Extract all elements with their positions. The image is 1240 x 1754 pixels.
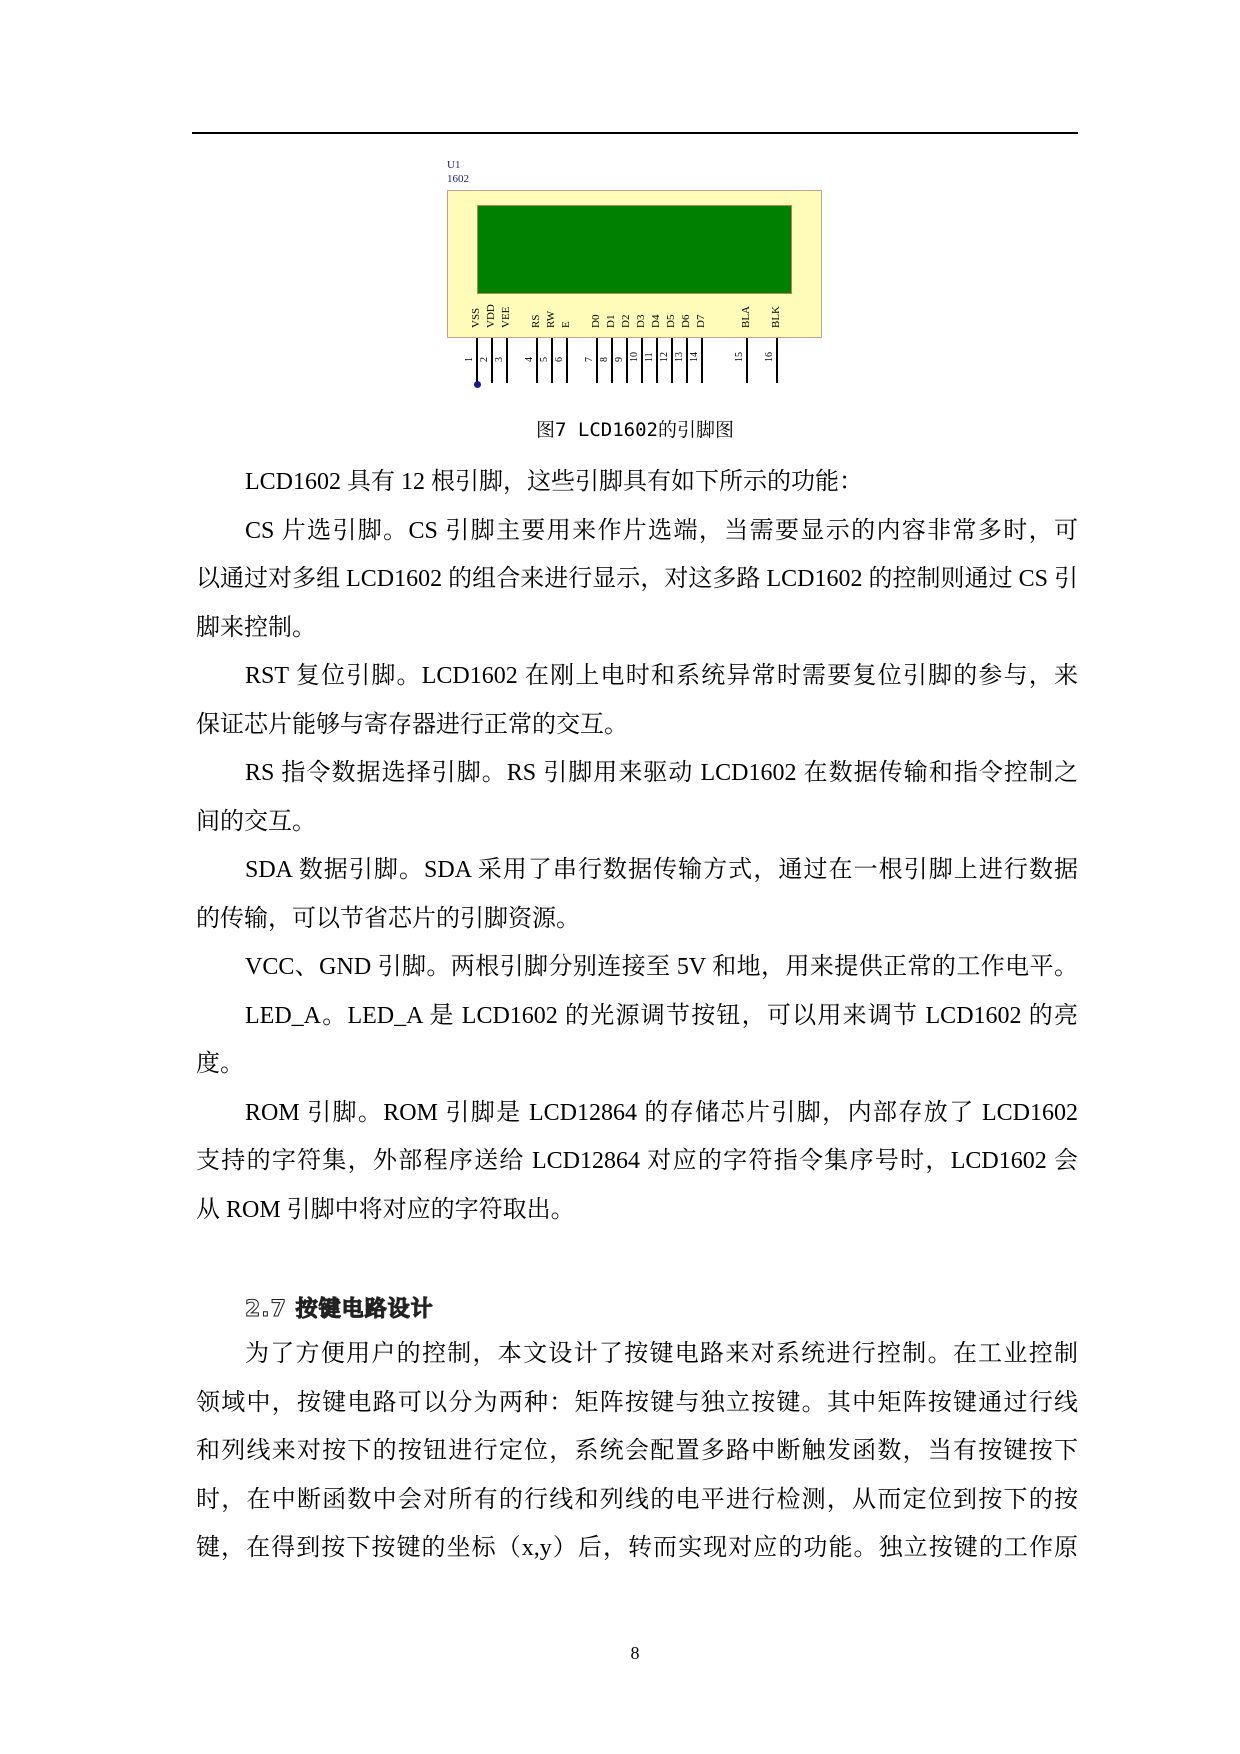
text-line: 脚来控制。: [196, 614, 316, 641]
pin-number: 11: [644, 352, 655, 362]
pin-name-label: D2: [620, 314, 632, 328]
pin-number: 8: [599, 357, 610, 362]
pin-line: [701, 338, 703, 383]
pin-name-label: VDD: [485, 304, 497, 328]
pin-name-label: D6: [680, 314, 692, 328]
pin-name-label: D1: [605, 314, 617, 328]
pin-number: 4: [524, 357, 535, 362]
pin-number: 9: [614, 357, 625, 362]
pin-line: [476, 338, 478, 383]
pin-number: 14: [689, 352, 700, 362]
pin-name-label: D4: [650, 314, 662, 328]
pin-name-label: D7: [695, 314, 707, 328]
pin-line: [776, 338, 778, 383]
text-line: 的传输，可以节省芯片的引脚资源。: [196, 905, 580, 932]
pin-line: [626, 338, 628, 383]
pin1-junction-dot: [474, 381, 481, 388]
pin-number: 7: [584, 357, 595, 362]
text-line: ROM 引脚。ROM 引脚是 LCD12864 的存储芯片引脚，内部存放了 LCD1602: [245, 1099, 1078, 1126]
pin-name-label: BLK: [770, 306, 782, 328]
text-line: 和列线来对按下的按钮进行定位，系统会配置多路中断触发函数，当有按键按下: [196, 1438, 1078, 1464]
text-line: 键，在得到按下按键的坐标（x,y）后，转而实现对应的功能。独立按键的工作原: [196, 1535, 1078, 1561]
pin-name-label: E: [560, 321, 572, 328]
pin-line: [671, 338, 673, 383]
pin-line: [686, 338, 688, 383]
text-line: 间的交互。: [196, 808, 316, 835]
text-line: LED_A。LED_A 是 LCD1602 的光源调节按钮，可以用来调节 LCD1602 的亮: [245, 1002, 1078, 1029]
text-line: LCD1602 具有 12 根引脚，这些引脚具有如下所示的功能：: [245, 469, 863, 495]
text-line: 领域中，按键电路可以分为两种：矩阵按键与独立按键。其中矩阵按键通过行线: [196, 1389, 1078, 1416]
text-line: SDA 数据引脚。SDA 采用了串行数据传输方式，通过在一根引脚上进行数据: [245, 857, 1078, 883]
text-line: RST 复位引脚。LCD1602 在刚上电时和系统异常时需要复位引脚的参与，来: [245, 663, 1078, 689]
text-line: 时，在中断函数中会对所有的行线和列线的电平进行检测，从而定位到按下的按: [196, 1486, 1078, 1513]
text-line: 度。: [196, 1051, 244, 1077]
section-paragraph: [196, 1330, 1078, 1573]
pin-name-label: BLA: [740, 306, 752, 328]
pin-name-label: RS: [530, 314, 542, 328]
pin-number: 3: [494, 357, 505, 362]
pin-name-label: VEE: [500, 306, 512, 328]
pin-number: 10: [629, 352, 640, 362]
pin-line: [506, 338, 508, 383]
pin-name-label: D3: [635, 314, 647, 328]
lcd1602-pinout-figure: [0, 0, 1240, 400]
component-part-label: 1602: [447, 173, 469, 185]
text-line: VCC、GND 引脚。两根引脚分别连接至 5V 和地，用来提供正常的工作电平。: [245, 954, 1078, 980]
pin-number: 1: [464, 357, 475, 362]
pin-line: [611, 338, 613, 383]
pin-name-label: RW: [545, 310, 557, 328]
section-heading: 2.7 按键电路设计: [245, 1297, 434, 1322]
pin-number: 16: [764, 352, 775, 362]
lcd-screen: [477, 205, 792, 294]
text-line: 为了方便用户的控制，本文设计了按键电路来对系统进行控制。在工业控制: [245, 1341, 1078, 1367]
page-number: 8: [630, 1643, 640, 1663]
pin-number: 6: [554, 357, 565, 362]
text-line: CS 片选引脚。CS 引脚主要用来作片选端，当需要显示的内容非常多时，可: [245, 517, 1078, 544]
pin-number: 2: [479, 357, 490, 362]
pin-line: [551, 338, 553, 383]
pin-line: [746, 338, 748, 383]
pin-line: [491, 338, 493, 383]
pin-name-label: D0: [590, 314, 602, 328]
pin-number: 15: [734, 352, 745, 362]
body-paragraphs: [196, 458, 1078, 1234]
figure-caption: 图7 LCD1602的引脚图: [536, 419, 734, 441]
text-line: 支持的字符集，外部程序送给 LCD12864 对应的字符指令集序号时，LCD1602 会: [196, 1148, 1078, 1174]
pin-number: 12: [659, 352, 670, 362]
pin-name-label: D5: [665, 314, 677, 328]
pin-number: 13: [674, 352, 685, 362]
component-ref-label: U1: [447, 159, 461, 171]
pin-line: [656, 338, 658, 383]
text-line: 以通过对多组 LCD1602 的组合来进行显示，对这多路 LCD1602 的控制则通过 CS 引: [196, 566, 1078, 592]
pin-line: [536, 338, 538, 383]
pin-line: [596, 338, 598, 383]
text-line: 从 ROM 引脚中将对应的字符取出。: [196, 1196, 575, 1223]
text-line: 保证芯片能够与寄存器进行正常的交互。: [196, 711, 628, 738]
text-line: RS 指令数据选择引脚。RS 引脚用来驱动 LCD1602 在数据传输和指令控制之: [245, 760, 1078, 786]
pin-number: 5: [539, 357, 550, 362]
pin-name-label: VSS: [470, 307, 482, 328]
pin-line: [566, 338, 568, 383]
pin-line: [641, 338, 643, 383]
